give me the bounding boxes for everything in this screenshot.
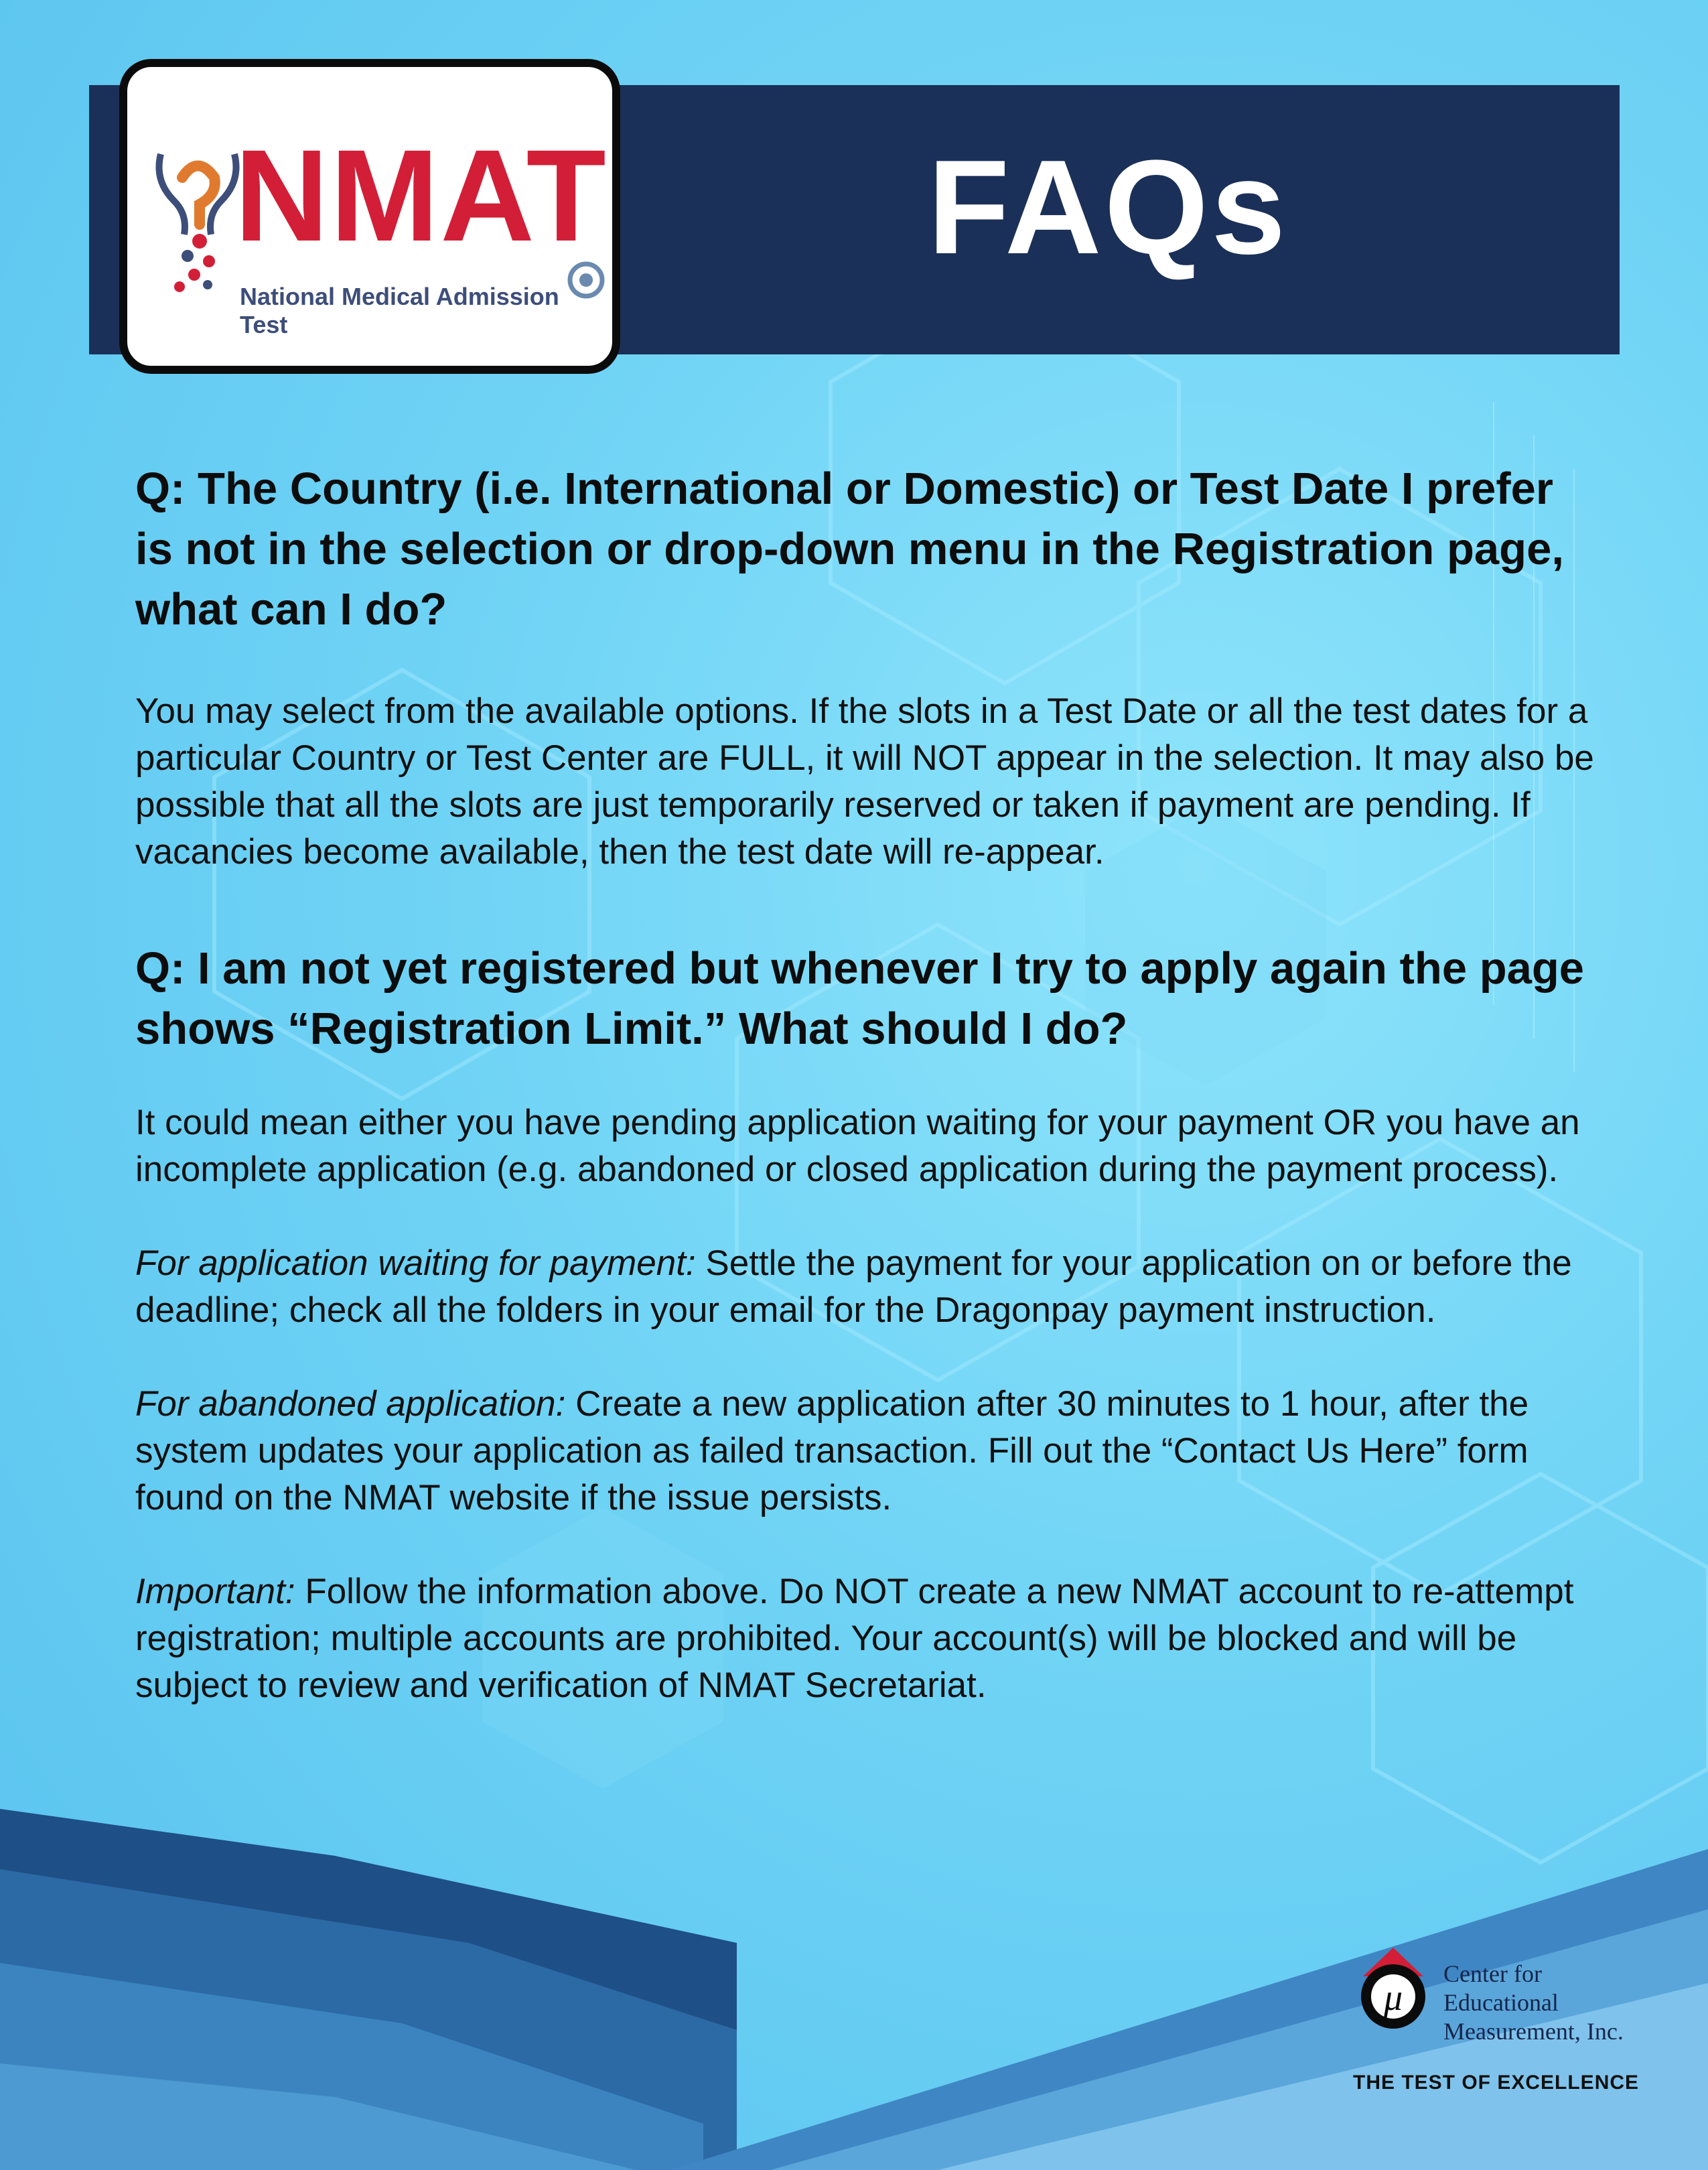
faq-question-1: Q: The Country (i.e. International or Domestic) or Test Date I prefer is not in the selection or drop-down menu in the Registration page, what can I do? bbox=[135, 464, 1564, 634]
org-line: Measurement, Inc. bbox=[1443, 2018, 1624, 2045]
faq-answer-1: You may select from the available options. If the slots in a Test Date or all the test dates for a particular Country or Test Center are FULL, it will NOT appear in the selection. It may also be possible that all the slots are just temporarily reserved or taken if payment are pending. If vacancies become available, then the test date will re-appear. bbox=[135, 691, 1594, 872]
nmat-subtitle: National Medical Admission Test bbox=[240, 283, 559, 338]
note-lead: Important: bbox=[135, 1572, 295, 1611]
note-text: Follow the information above. Do NOT create a new NMAT account to re-attempt registration; multiple accounts are prohibited. Your account(s) will be blocked and will be subject to review and verification of NMAT Secretariat. bbox=[135, 1572, 1574, 1705]
page-title: FAQs bbox=[928, 133, 1289, 282]
faq-note-payment bbox=[135, 1240, 1595, 1334]
nmat-wordmark: NMAT bbox=[234, 123, 608, 269]
cem-org-name bbox=[1443, 1960, 1624, 2046]
faq-content bbox=[135, 459, 1595, 1709]
stethoscope-question-icon bbox=[147, 141, 248, 301]
cem-tagline: THE TEST OF EXCELLENCE bbox=[1353, 2072, 1640, 2094]
mu-glyph: μ bbox=[1383, 1977, 1403, 2019]
faq-note-important bbox=[135, 1568, 1595, 1709]
faq-answer-2: It could mean either you have pending application waiting for your payment OR you have an incomplete application (e.g. abandoned or closed application during the payment process). bbox=[135, 1103, 1580, 1189]
cem-logo-icon bbox=[1350, 1946, 1437, 2033]
stethoscope-chestpiece-icon bbox=[566, 260, 606, 300]
org-line: Educational bbox=[1443, 1989, 1559, 2016]
nmat-logo-card bbox=[119, 59, 620, 374]
faq-question-2: Q: I am not yet registered but whenever I try to apply again the page shows “Registration Limit.” What should I do? bbox=[135, 943, 1585, 1054]
note-lead: For application waiting for payment: bbox=[135, 1243, 696, 1283]
note-text: Settle the payment for your application on or before the deadline; check all the folders in your email for the Dragonpay payment instruction. bbox=[135, 1243, 1572, 1330]
org-line: Center for bbox=[1443, 1960, 1542, 1987]
note-text: Create a new application after 30 minutes to 1 hour, after the system updates your application as failed transaction. Fill out the “Contact Us Here” form found on the NMAT website if the issue persists. bbox=[135, 1384, 1529, 1517]
note-lead: For abandoned application: bbox=[135, 1384, 566, 1424]
faq-note-abandoned bbox=[135, 1381, 1595, 1521]
